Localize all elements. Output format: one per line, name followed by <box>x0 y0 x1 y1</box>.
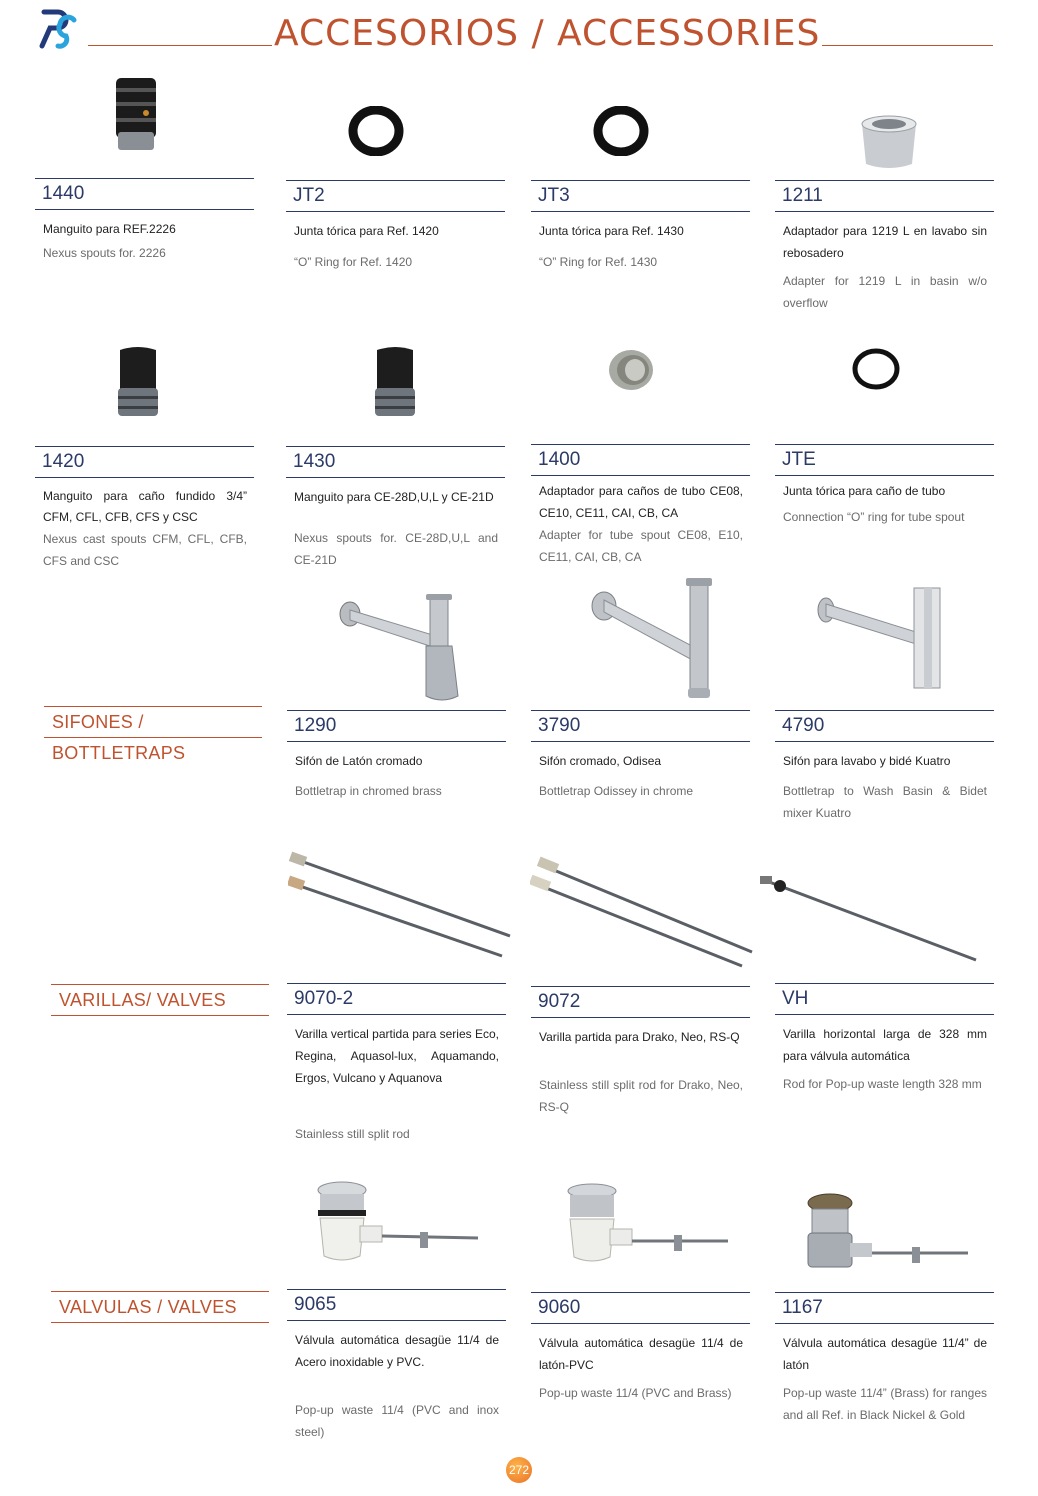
description-en: Nexus cast spouts CFM, CFL, CFB, CFS and CSC <box>43 532 247 568</box>
product-code: JT2 <box>286 180 505 212</box>
description-es: Manguito para CE-28D,U,L y CE-21D <box>294 490 494 504</box>
description-en: Rod for Pop-up waste length 328 mm <box>783 1077 982 1091</box>
description-en: Pop-up waste 11/4 (PVC and Brass) <box>539 1386 732 1400</box>
description-es: Junta tórica para caño de tubo <box>783 484 946 498</box>
bottletrap-3790-image <box>588 576 720 704</box>
description-es: Válvula automática desagüe 11/4” de latón <box>783 1336 987 1372</box>
nexus-sleeve-1440-image <box>110 76 162 152</box>
product-code: JTE <box>775 444 994 476</box>
product-code: 9065 <box>287 1289 506 1321</box>
product-vh <box>775 983 994 1095</box>
adapter-1400-image <box>606 348 656 392</box>
description-en: Nexus spouts for. CE-28D,U,L and CE-21D <box>294 531 498 567</box>
bottletrap-4790-image <box>816 584 946 692</box>
page-title: ACCESORIOS / ACCESSORIES <box>274 13 821 54</box>
description-es: Junta tórica para Ref. 1420 <box>294 224 439 238</box>
product-1211 <box>775 180 994 314</box>
split-rod-9070-2-image <box>288 846 514 962</box>
product-code: 1420 <box>35 446 254 478</box>
description-en: Connection “O” ring for tube spout <box>783 510 965 524</box>
split-rod-9072-image <box>530 856 756 972</box>
description-en: Adapter for tube spout CE08, E10, CE11, CAI, CB, CA <box>539 528 743 564</box>
product-1400 <box>531 444 750 568</box>
product-9065 <box>287 1289 506 1443</box>
product-code: 1290 <box>287 710 506 742</box>
section-valvulas: VALVULAS / VALVES <box>51 1291 269 1323</box>
product-9072 <box>531 986 750 1118</box>
description-es: Varilla horizontal larga de 328 mm para válvula automática <box>783 1027 987 1063</box>
product-code: 9070-2 <box>287 983 506 1015</box>
page-number: 272 <box>506 1457 532 1483</box>
description-es: Válvula automática desagüe 11/4 de latón-PVC <box>539 1336 743 1372</box>
description-es: Manguito para REF.2226 <box>43 222 176 236</box>
product-code: 1211 <box>775 180 994 212</box>
product-4790 <box>775 710 994 824</box>
description-es: Sifón para lavabo y bidé Kuatro <box>783 754 951 768</box>
description-es: Varilla partida para Drako, Neo, RS-Q <box>539 1030 740 1044</box>
product-1440 <box>35 178 254 264</box>
product-code: 9072 <box>531 986 750 1018</box>
description-en: Stainless still split rod <box>295 1127 410 1141</box>
product-code: 3790 <box>531 710 750 742</box>
product-code: VH <box>775 983 994 1015</box>
o-ring-jt3-image <box>592 106 650 156</box>
product-1430 <box>286 446 505 571</box>
product-1167 <box>775 1292 994 1426</box>
section-sifones: SIFONES / BOTTLETRAPS <box>44 706 262 738</box>
description-es: Válvula automática desagüe 11/4 de Acero inoxidable y PVC. <box>295 1333 499 1369</box>
product-code: 1440 <box>35 178 254 210</box>
description-es: Varilla vertical partida para series Eco, Regina, Aquasol-lux, Aquamando, Ergos, Vulcano y Aquanova <box>295 1027 499 1085</box>
description-en: “O” Ring for Ref. 1430 <box>539 255 658 269</box>
description-en: Adapter for 1219 L in basin w/o overflow <box>783 274 987 310</box>
bottletrap-1290-image <box>336 592 466 704</box>
description-en: Pop-up waste 11/4 (PVC and inox steel) <box>295 1403 499 1439</box>
product-code: 1430 <box>286 446 505 478</box>
description-es: Adaptador para caños de tubo CE08, CE10, CE11, CAI, CB, CA <box>539 484 743 520</box>
product-1420 <box>35 446 254 572</box>
description-es: Sifón cromado, Odisea <box>539 754 662 768</box>
product-code: 4790 <box>775 710 994 742</box>
product-9070-2 <box>287 983 506 1145</box>
description-es: Junta tórica para Ref. 1430 <box>539 224 684 238</box>
product-jt2 <box>286 180 505 273</box>
adapter-1211-image <box>858 112 920 174</box>
product-code: 9060 <box>531 1292 750 1324</box>
description-en: Bottletrap to Wash Basin & Bidet mixer Kuatro <box>783 784 987 820</box>
nexus-sleeve-1420-image <box>110 344 166 420</box>
description-en: Nexus spouts for. 2226 <box>43 246 166 260</box>
description-en: Bottletrap Odissey in chrome <box>539 784 694 798</box>
description-en: Stainless still split rod for Drako, Neo, RS-Q <box>539 1078 743 1114</box>
o-ring-jte-image <box>850 346 902 392</box>
product-jte <box>775 444 994 528</box>
description-es: Adaptador para 1219 L en lavabo sin rebosadero <box>783 224 987 260</box>
popup-waste-1167-image <box>800 1193 972 1279</box>
product-code: 1167 <box>775 1292 994 1324</box>
product-code: 1400 <box>531 444 750 476</box>
product-3790 <box>531 710 750 802</box>
description-en: “O” Ring for Ref. 1420 <box>294 255 413 269</box>
description-en: Bottletrap in chromed brass <box>295 784 442 798</box>
description-es: Manguito para caño fundido 3/4” CFM, CFL, CFB, CFS y CSC <box>43 489 247 524</box>
product-9060 <box>531 1292 750 1404</box>
description-en: Pop-up waste 11/4” (Brass) for ranges and all Ref. in Black Nickel & Gold <box>783 1386 987 1422</box>
description-es: Sifón de Latón cromado <box>295 754 423 768</box>
popup-waste-9065-image <box>312 1180 482 1266</box>
product-code: JT3 <box>531 180 750 212</box>
popup-waste-9060-image <box>562 1183 732 1269</box>
o-ring-jt2-image <box>347 106 405 156</box>
nexus-sleeve-1430-image <box>367 344 423 420</box>
horizontal-rod-vh-image <box>758 872 980 966</box>
product-jt3 <box>531 180 750 273</box>
section-varillas: VARILLAS/ VALVES <box>51 984 269 1016</box>
brand-logo-icon <box>38 6 80 50</box>
product-1290 <box>287 710 506 802</box>
